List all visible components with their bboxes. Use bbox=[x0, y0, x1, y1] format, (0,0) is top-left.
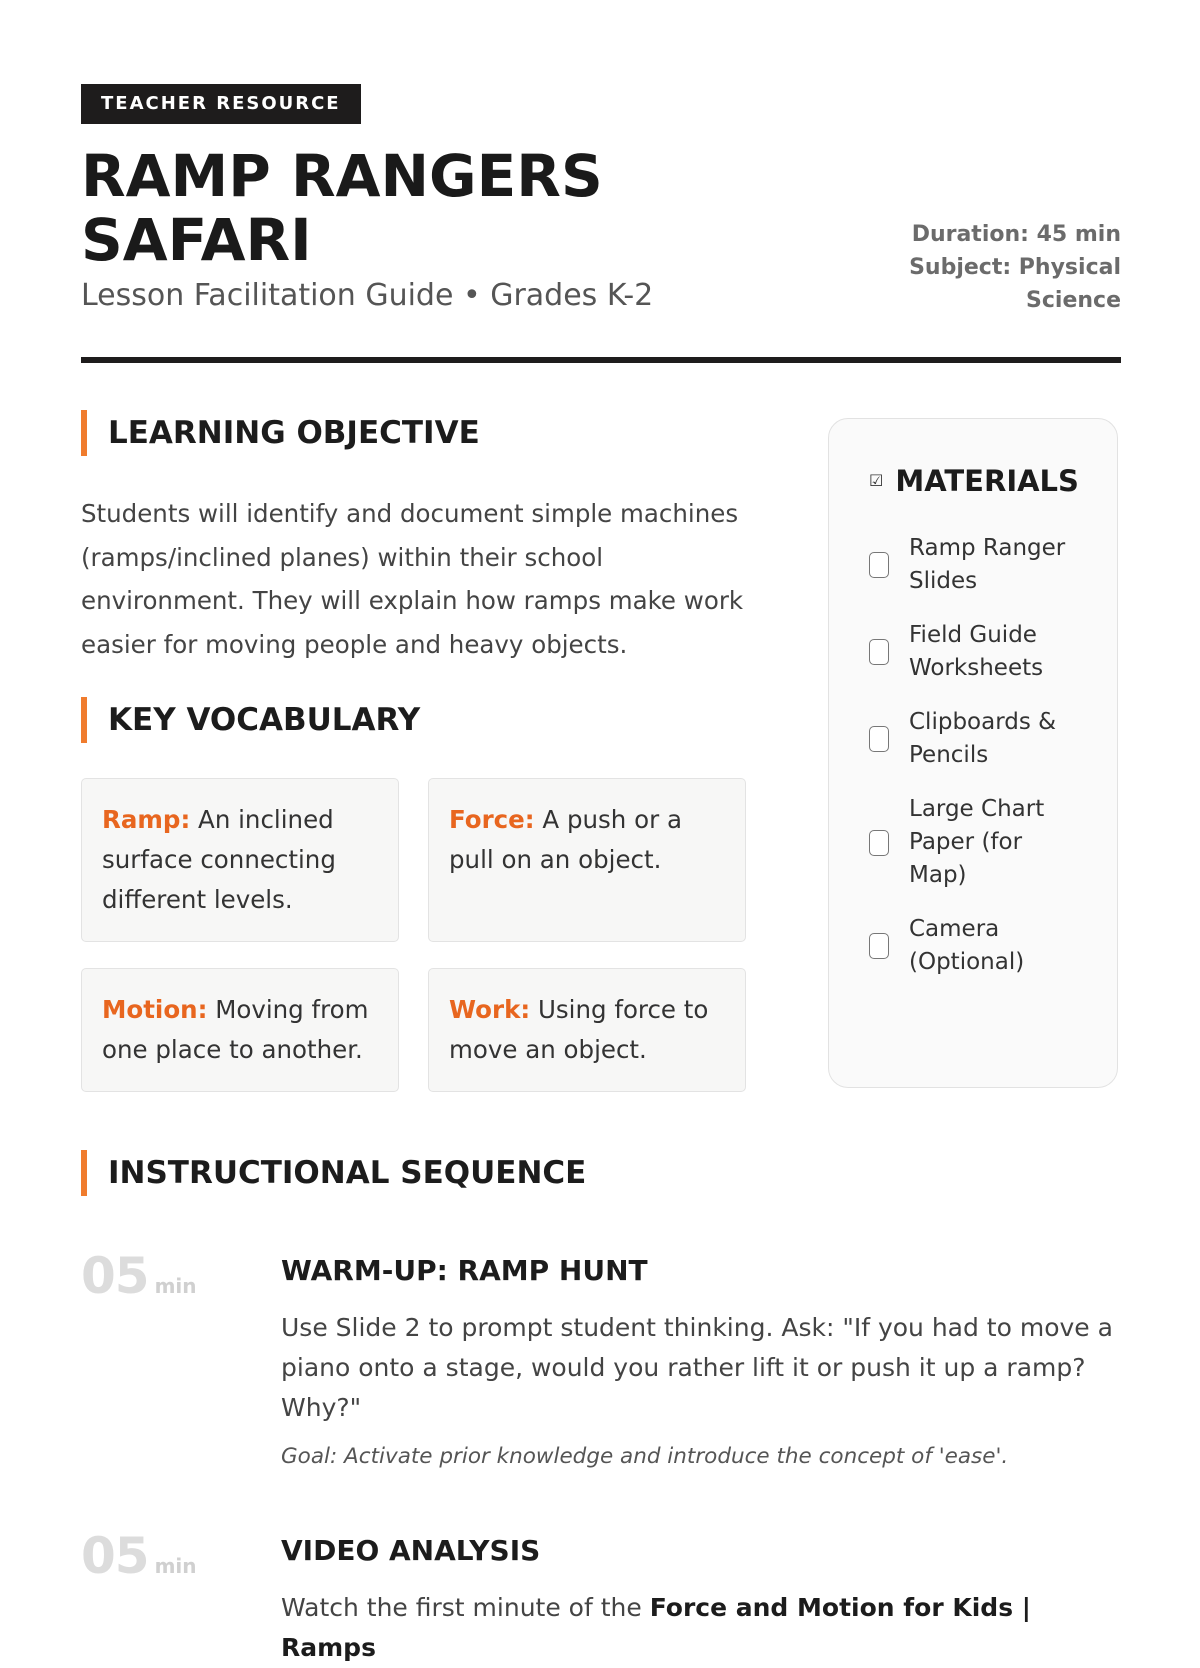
step-duration bbox=[81, 1527, 197, 1585]
sequence-section-heading bbox=[81, 1150, 586, 1196]
step-minutes: 05 bbox=[81, 1247, 149, 1305]
material-item-clipboards[interactable] bbox=[869, 706, 1069, 772]
vocab-card-work bbox=[428, 968, 746, 1092]
step-duration bbox=[81, 1247, 197, 1305]
material-checkbox[interactable] bbox=[869, 552, 889, 578]
step-title: WARM-UP: RAMP HUNT bbox=[281, 1254, 648, 1287]
step-title: VIDEO ANALYSIS bbox=[281, 1534, 541, 1567]
vocab-definition: Using force to move an object. bbox=[449, 995, 709, 1064]
materials-panel bbox=[828, 418, 1118, 1088]
header-divider bbox=[81, 357, 1121, 363]
step-goal: Goal: Activate prior knowledge and introduce the concept of 'ease'. bbox=[281, 1444, 1009, 1469]
material-label: Clipboards & Pencils bbox=[909, 709, 1057, 768]
objective-text: Students will identify and document simple machines (ramps/inclined planes) within their school environment. They will explain how ramps make work easier for moving people and heavy objects. bbox=[81, 499, 744, 659]
objective-section-heading bbox=[81, 410, 480, 456]
page-title: RAMP RANGERS SAFARI bbox=[81, 142, 603, 274]
vocab-card-ramp bbox=[81, 778, 399, 942]
material-item-camera[interactable] bbox=[869, 913, 1069, 979]
vocab-definition: Moving from one place to another. bbox=[102, 995, 369, 1064]
sequence-heading: INSTRUCTIONAL SEQUENCE bbox=[108, 1155, 587, 1191]
teacher-resource-badge: TEACHER RESOURCE bbox=[81, 84, 361, 124]
subject-label: Subject: Physical Science bbox=[909, 255, 1121, 313]
checklist-icon: ☑ bbox=[869, 473, 884, 490]
vocab-definition: An inclined surface connecting different levels. bbox=[102, 805, 336, 914]
lesson-guide-page bbox=[81, 84, 1121, 1662]
vocab-term: Ramp: bbox=[102, 805, 191, 834]
material-item-slides[interactable] bbox=[869, 532, 1069, 598]
step-unit: min bbox=[154, 1274, 197, 1298]
material-checkbox[interactable] bbox=[869, 933, 889, 959]
step-unit: min bbox=[154, 1554, 197, 1578]
step-text bbox=[281, 1588, 1121, 1668]
vocab-term: Work: bbox=[449, 995, 531, 1024]
vocabulary-section-heading bbox=[81, 697, 420, 743]
vocab-card-motion bbox=[81, 968, 399, 1092]
vocab-definition: A push or a pull on an object. bbox=[449, 805, 682, 874]
video-title-link[interactable]: Force and Motion for Kids | Ramps bbox=[281, 1593, 1031, 1662]
duration-label: Duration: 45 min bbox=[911, 222, 1121, 247]
material-label: Field Guide Worksheets bbox=[909, 622, 1044, 681]
page-subtitle: Lesson Facilitation Guide • Grades K-2 bbox=[81, 278, 654, 313]
step-text-prefix: Watch the first minute of the bbox=[281, 1593, 650, 1622]
section-accent-bar bbox=[81, 697, 87, 743]
step-text: Use Slide 2 to prompt student thinking. Ask: "If you had to move a piano onto a stage, would you rather lift it or push it up a ramp? Why?" bbox=[281, 1313, 1113, 1422]
material-item-chart-paper[interactable] bbox=[869, 793, 1049, 892]
material-label: Camera (Optional) bbox=[909, 916, 1025, 975]
step-content bbox=[281, 1247, 1121, 1472]
vocab-term: Force: bbox=[449, 805, 535, 834]
material-checkbox[interactable] bbox=[869, 726, 889, 752]
lesson-meta bbox=[881, 218, 1121, 317]
section-accent-bar bbox=[81, 410, 87, 456]
vocabulary-heading: KEY VOCABULARY bbox=[108, 702, 421, 738]
material-item-worksheets[interactable] bbox=[869, 619, 1069, 685]
material-label: Ramp Ranger Slides bbox=[909, 535, 1066, 594]
material-checkbox[interactable] bbox=[869, 830, 889, 856]
section-accent-bar bbox=[81, 1150, 87, 1196]
material-label: Large Chart Paper (for Map) bbox=[909, 796, 1045, 888]
step-content bbox=[281, 1527, 1121, 1668]
vocab-card-force bbox=[428, 778, 746, 942]
vocab-term: Motion: bbox=[102, 995, 208, 1024]
materials-heading-row bbox=[869, 464, 1079, 498]
objective-heading: LEARNING OBJECTIVE bbox=[108, 415, 480, 451]
step-minutes: 05 bbox=[81, 1527, 149, 1585]
material-checkbox[interactable] bbox=[869, 639, 889, 665]
materials-heading: MATERIALS bbox=[895, 464, 1079, 498]
